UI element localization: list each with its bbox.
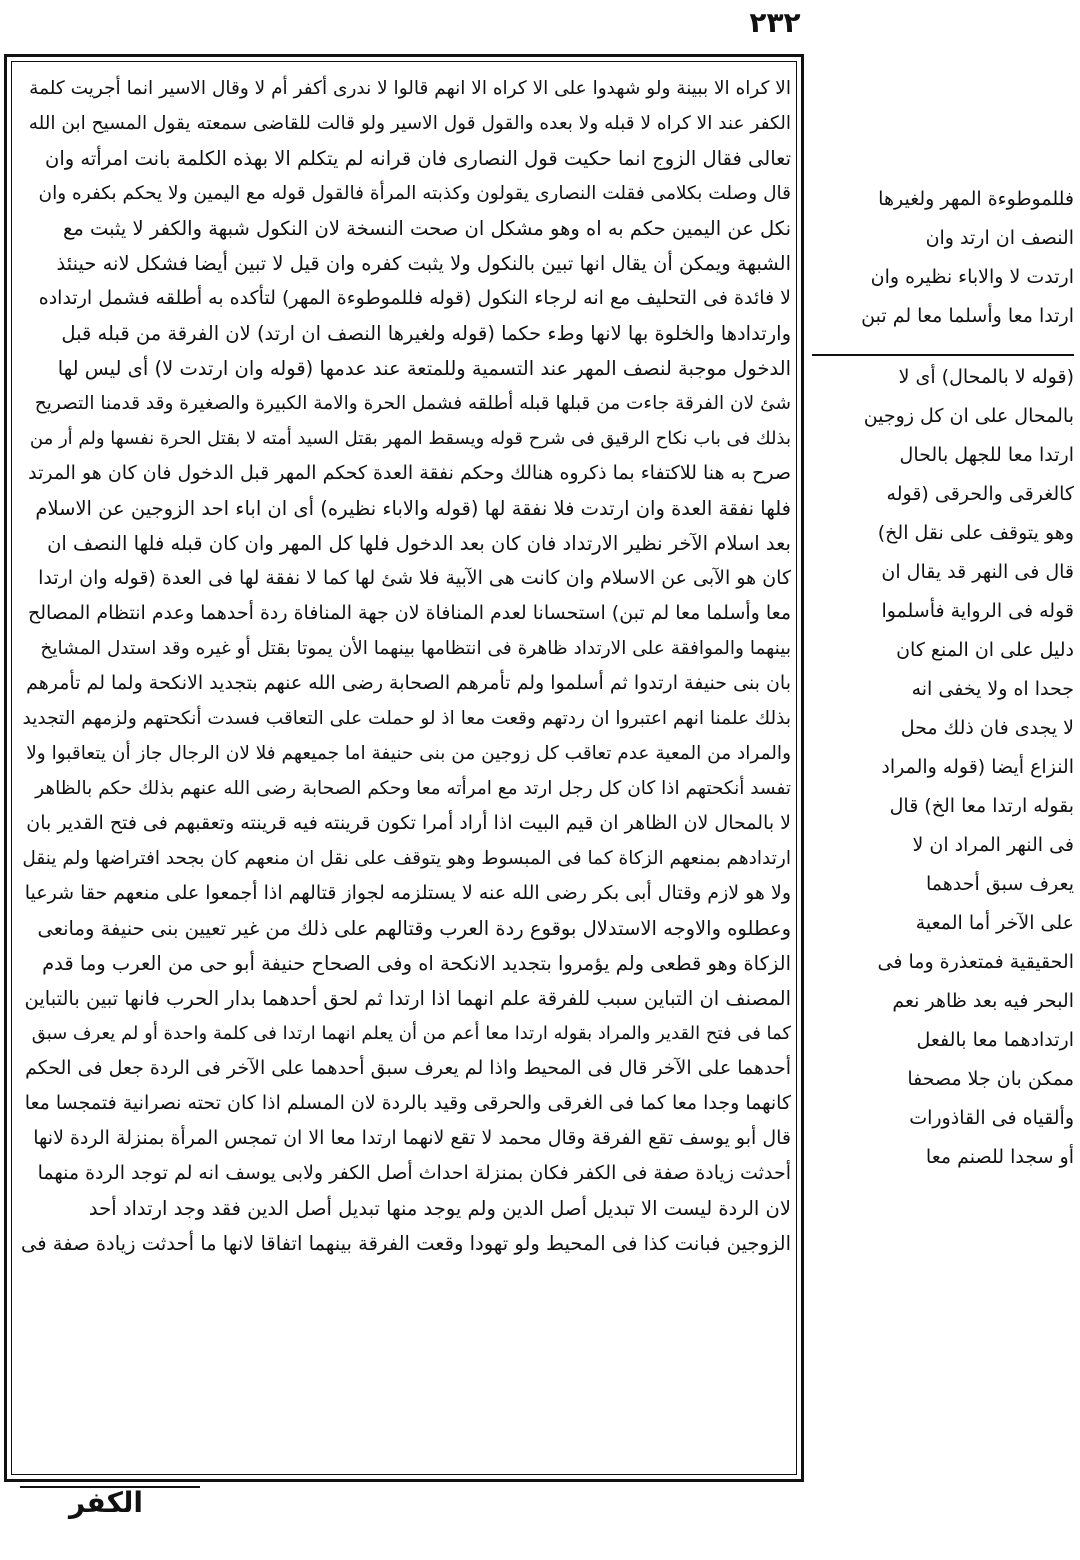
catchword: الكفر — [69, 1486, 143, 1519]
main-text-line: تفسد أنكحتهم اذا كان كل رجل ارتد مع امرأته معا وحكم الصحابة رضى الله عنهم بذلك حكم بالظاهر — [35, 778, 791, 799]
main-text-line: كانهما وجدا معا كما فى الغرقى والحرقى وقيد بالردة لان المسلم اذا كان تحته نصرانية فتمجسا معا — [24, 1092, 791, 1114]
main-text-line: المصنف ان التباين سبب للفرقة علم انهما اذا ارتدا ثم لحق أحدهما بدار الحرب فانها تبين بالتباين — [24, 987, 791, 1010]
main-text-line: لا بالمحال لان الظاهر ان قيم البيت اذا أراد أمرا تكون قرينته فيه قرينته وتعقبهم فى فتح القدير بان — [26, 812, 791, 834]
main-text-line: والمراد من المعية عدم تعاقب كل زوجين من بنى حنيفة اما جميعهم فلا لان الرجال جاز أن يتعاقبوا ولا — [26, 743, 791, 764]
main-text-line: ارتدادهم بمنعهم الزكاة كما فى المبسوط وهو يتوقف على نقل ان منعهم كان بجحد افتراضها ولم ينقل — [22, 848, 791, 869]
marginal-commentary — [812, 180, 1074, 1280]
main-text-line: بعد اسلام الآخر نظير الارتداد فان كان بعد الدخول فلها كل المهر وان كان قبله فلها النصف ان — [47, 532, 791, 555]
main-text-line: بذلك علمنا انهم اعتبروا ان ردتهم وقعت معا اذ لو حملت على التعاقب فسدت أنكحتهم ولزمهم التجديد — [22, 708, 791, 729]
margin-text-line: بالمحال على ان كل زوجين — [863, 405, 1074, 427]
main-text-line: بينهما والموافقة على الارتداد ظاهرة فى انتظامها بينهما الأن يموتا بقتل أو غيره وقد استدل المشايخ — [40, 638, 791, 659]
margin-text-line: البحر فيه بعد ظاهر نعم — [892, 990, 1074, 1012]
main-text-line: أحدثت زيادة صفة فى الكفر فكان بمنزلة احداث أصل الكفر ولابى يوسف انه لم توجد الردة منهما — [37, 1162, 791, 1184]
margin-text-line: دليل على ان المنع كان — [896, 639, 1074, 661]
main-text-line: الزوجين فبانت كذا فى المحيط ولو تهودا وقعت الفرقة بينهما اتفاقا لانها ما أحدثت زيادة صفة فى — [21, 1232, 791, 1255]
main-text-line: ولا هو لازم وقتال أبى بكر رضى الله عنه لا يستلزمه لجواز قتالهم اذا أجمعوا على منعهم حقا شرعيا — [24, 882, 791, 904]
main-text-line: بان بنى حنيفة ارتدوا ثم أسلموا ولم تأمرهم الصحابة رضى الله عنهم بتجديد الانكحة ولما لم تأمرهم — [26, 672, 791, 694]
main-text-line: كما فى فتح القدير والمراد بقوله ارتدا معا أعم من أن يعلم انهما ارتدا فى كلمة واحدة أو لم يعرف سبق — [31, 1023, 791, 1044]
main-text-line: نكل عن اليمين حكم به اه وهو مشكل ان صحت النسخة لان النكول شبهة والكفر لا يثبت مع — [62, 217, 791, 240]
main-text-line: معا وأسلما معا لم تبن) استحسانا لعدم المنافاة لان جهة المنافاة ردة أحدهما وعدم انتظام المصالح — [27, 602, 791, 624]
main-text-frame — [4, 54, 804, 1482]
margin-text-line: ارتدا معا وأسلما معا لم تبن — [861, 305, 1074, 327]
main-text-line: الا كراه الا ببينة ولو شهدوا على الا كراه الا انهم قالوا لا ندرى أكفر أم لا وقال الاسير انما أجريت كلمة — [29, 78, 791, 99]
main-text-block — [21, 71, 791, 1471]
margin-text-line: ارتدادهما معا بالفعل — [916, 1029, 1074, 1051]
margin-text-line: كالغرقى والحرقى (قوله — [886, 483, 1074, 505]
main-text-line: وارتدادها والخلوة بها لانها وطء حكما (قوله ولغيرها النصف ان ارتد) لان الفرقة من قبله قبل — [61, 322, 791, 345]
page-number: ٢٣٢ — [749, 6, 801, 39]
main-text-line: شئ لان الفرقة جاءت من قبلها قبله أطلقه فشمل الحرة والامة الكبيرة والصغيرة وقد قدمنا التصريح — [34, 393, 791, 414]
margin-text-line: وألقياه فى القاذورات — [909, 1107, 1074, 1129]
main-text-line: أحدهما على الآخر قال فى المحيط واذا لم يعرف سبق أحدهما على الآخر فى الردة جعل فى الحكم — [25, 1057, 791, 1079]
margin-text-line: يعرف سبق أحدهما — [925, 873, 1074, 895]
margin-text-line: أو سجدا للصنم معا — [925, 1146, 1074, 1168]
margin-text-line: بقوله ارتدا معا الخ) قال — [889, 795, 1074, 817]
main-text-line: وعطلوه والاوجه الاستدلال بوقوع ردة العرب وقتالهم على ذلك من غير تعيين بنى حنيفة ومانعى — [37, 917, 791, 940]
main-text-line: تعالى فقال الزوج انما حكيت قول النصارى فان قرانه لم يتكلم الا بهذه الكلمة بانت امرأته وان — [45, 147, 791, 170]
margin-text-line: على الآخر أما المعية — [915, 912, 1074, 934]
margin-text-line: (قوله لا بالمحال) أى لا — [898, 366, 1074, 388]
main-text-line: الشبهة ويمكن أن يقال انها تبين بالنكول ولا يثبت كفره وان قيل لا تبين أيضا فشكل لانه حينئذ — [56, 252, 791, 275]
margin-text-line: ارتدت لا والاباء نظيره وان — [870, 266, 1074, 288]
margin-text-line: النصف ان ارتد وان — [925, 227, 1074, 249]
margin-text-line: ارتدا معا للجهل بالحال — [899, 444, 1074, 466]
margin-text-line: قوله فى الرواية فأسلموا — [881, 600, 1074, 622]
margin-text-line: النزاع أيضا (قوله والمراد — [881, 756, 1074, 778]
main-text-line: قال وصلت بكلامى فقلت النصارى يقولون وكذبته المرأة فالقول قوله مع اليمين ولا يحكم بكفره وان — [38, 183, 791, 204]
main-text-line: لان الردة ليست الا تبديل أصل الدين ولم يوجد منها تبديل أصل الدين فقد وجد ارتداد أحد — [88, 1197, 791, 1220]
main-text-line: بذلك فى باب نكاح الرقيق فى شرح قوله ويسقط المهر بقتل السيد أمته لا بقتل الحرة نفسها ولم أر من — [29, 428, 791, 449]
main-text-line: صرح به هنا للاكتفاء بما ذكروه هنالك وحكم نفقة العدة كحكم المهر قبل الدخول فان كان هو المرتد — [28, 462, 791, 484]
margin-text-line: ممكن بان جلا مصحفا — [907, 1068, 1074, 1090]
margin-text-line: لا يجدى فان ذلك محل — [900, 717, 1074, 739]
main-text-line: لا فائدة فى التحليف مع انه لرجاء النكول (قوله فللموطوءة المهر) لتأكده به أطلقه فشمل ارتداده — [38, 287, 791, 309]
main-text-line: فلها نفقة العدة وان ارتدت فلا نفقة لها (قوله والاباء نظيره) أى ان اباء احد الزوجين عن الاسلام — [35, 497, 791, 520]
margin-text-line: قال فى النهر قد يقال ان — [881, 561, 1074, 583]
main-text-line: الزكاة وهو قطعى ولم يؤمروا بتجديد الانكحة اه وفى الصحاح حنيفة أبو حى من العرب وما قدم — [42, 952, 791, 975]
main-text-line: كان هو الآبى عن الاسلام وان كانت هى الآبية فلا شئ لها كما لا نفقة لها فى العدة (قوله وان ارتدا — [38, 567, 791, 589]
margin-text-line: الحقيقية فمتعذرة وما فى — [877, 951, 1074, 973]
margin-text-line: وهو يتوقف على نقل الخ) — [877, 522, 1074, 544]
main-text-line: الكفر عند الا كراه لا قبله ولا بعده والقول قول الاسير ولو قالت للقاضى سمعته يقول المسيح ابن الله — [28, 113, 791, 134]
main-text-line: الدخول موجبة لنصف المهر عند التسمية وللمتعة عند عدمها (قوله وان ارتدت لا) أى ليس لها — [57, 357, 791, 380]
margin-text-line: فللموطوءة المهر ولغيرها — [878, 188, 1074, 210]
main-text-line: قال أبو يوسف تقع الفرقة وقال محمد لا تقع لانهما ارتدا معا الا ان تمجس المرأة بمنزلة الردة لانها — [33, 1127, 791, 1149]
margin-text-line: جحدا اه ولا يخفى انه — [911, 678, 1074, 700]
margin-text-line: فى النهر المراد ان لا — [912, 834, 1074, 856]
